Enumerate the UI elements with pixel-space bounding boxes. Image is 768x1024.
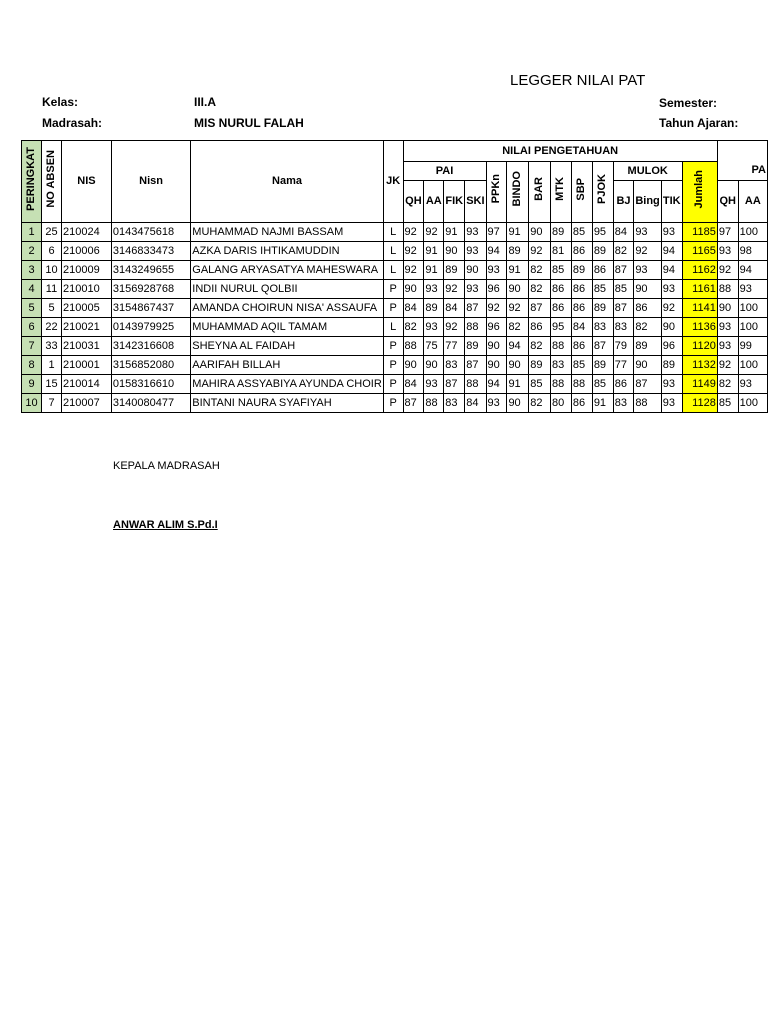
cell-sbp: 86	[571, 280, 592, 299]
header-pjok: PJOK	[592, 162, 613, 223]
cell-qh-2: 92	[717, 261, 738, 280]
cell-mtk: 80	[551, 394, 572, 413]
cell-pjok: 86	[592, 261, 613, 280]
cell-aa: 75	[424, 337, 444, 356]
cell-ppkn: 96	[486, 280, 507, 299]
semester-label: Semester:	[659, 96, 718, 110]
table-row	[22, 223, 768, 242]
cell-ski: 87	[465, 299, 486, 318]
cell-bar: 85	[529, 375, 551, 394]
cell-qh-2: 88	[717, 280, 738, 299]
cell-rank: 6	[22, 318, 42, 337]
cell-bing: 93	[634, 261, 661, 280]
table-row	[22, 356, 768, 375]
cell-tik: 93	[661, 394, 682, 413]
cell-bindo: 90	[507, 280, 529, 299]
cell-nisn: 3146833473	[111, 242, 190, 261]
cell-bj: 84	[613, 223, 634, 242]
cell-bindo: 94	[507, 337, 529, 356]
cell-nis: 210009	[62, 261, 112, 280]
cell-fik: 77	[444, 337, 465, 356]
cell-rank: 8	[22, 356, 42, 375]
header-pai-2: PA	[717, 162, 767, 181]
cell-no-absen: 25	[42, 223, 62, 242]
cell-qh-2: 93	[717, 242, 738, 261]
header-pai-continued	[717, 141, 767, 162]
cell-no-absen: 1	[42, 356, 62, 375]
cell-bj: 79	[613, 337, 634, 356]
cell-aa: 88	[424, 394, 444, 413]
cell-aa: 93	[424, 280, 444, 299]
cell-bj: 77	[613, 356, 634, 375]
cell-bing: 90	[634, 280, 661, 299]
table-row	[22, 318, 768, 337]
cell-nis: 210006	[62, 242, 112, 261]
cell-aa-2: 100	[738, 318, 767, 337]
cell-fik: 92	[444, 280, 465, 299]
cell-qh: 92	[403, 223, 424, 242]
header-nama: Nama	[191, 141, 384, 223]
cell-no-absen: 6	[42, 242, 62, 261]
cell-jk: P	[383, 280, 403, 299]
cell-jk: P	[383, 394, 403, 413]
cell-jk: L	[383, 261, 403, 280]
cell-tik: 94	[661, 261, 682, 280]
cell-nama: AARIFAH BILLAH	[191, 356, 384, 375]
header-fik: FIK	[444, 181, 465, 223]
cell-qh: 92	[403, 242, 424, 261]
page-title: LEGGER NILAI PAT	[510, 72, 646, 89]
cell-qh-2: 92	[717, 356, 738, 375]
cell-bar: 82	[529, 394, 551, 413]
cell-ppkn: 96	[486, 318, 507, 337]
cell-aa-2: 98	[738, 242, 767, 261]
cell-rank: 2	[22, 242, 42, 261]
cell-mtk: 86	[551, 280, 572, 299]
header-nis: NIS	[62, 141, 112, 223]
cell-bing: 87	[634, 375, 661, 394]
cell-ski: 93	[465, 223, 486, 242]
cell-fik: 92	[444, 318, 465, 337]
cell-ppkn: 90	[486, 337, 507, 356]
cell-no-absen: 5	[42, 299, 62, 318]
cell-no-absen: 33	[42, 337, 62, 356]
table-row	[22, 261, 768, 280]
cell-ppkn: 94	[486, 242, 507, 261]
header-aa-2: AA	[738, 181, 767, 223]
header-tik: TIK	[661, 181, 682, 223]
cell-bindo: 91	[507, 223, 529, 242]
cell-bar: 89	[529, 356, 551, 375]
cell-bar: 87	[529, 299, 551, 318]
cell-fik: 87	[444, 375, 465, 394]
cell-bindo: 89	[507, 242, 529, 261]
cell-aa: 93	[424, 375, 444, 394]
cell-jk: P	[383, 375, 403, 394]
tahun-ajaran-label: Tahun Ajaran:	[659, 116, 739, 130]
cell-fik: 89	[444, 261, 465, 280]
cell-bindo: 90	[507, 356, 529, 375]
cell-tik: 92	[661, 299, 682, 318]
header-bing: Bing	[634, 181, 661, 223]
cell-ppkn: 93	[486, 394, 507, 413]
cell-aa-2: 93	[738, 280, 767, 299]
cell-jk: P	[383, 356, 403, 375]
header-no-absen: NO ABSEN	[42, 141, 62, 223]
cell-ski: 93	[465, 280, 486, 299]
cell-no-absen: 11	[42, 280, 62, 299]
cell-jumlah: 1120	[682, 337, 717, 356]
cell-mtk: 86	[551, 299, 572, 318]
cell-nis: 210031	[62, 337, 112, 356]
header-bj: BJ	[613, 181, 634, 223]
cell-bindo: 91	[507, 261, 529, 280]
cell-mtk: 88	[551, 375, 572, 394]
header-mulok: MULOK	[613, 162, 682, 181]
cell-bing: 89	[634, 337, 661, 356]
cell-mtk: 95	[551, 318, 572, 337]
cell-sbp: 86	[571, 299, 592, 318]
cell-bj: 83	[613, 394, 634, 413]
cell-tik: 93	[661, 280, 682, 299]
cell-qh-2: 82	[717, 375, 738, 394]
table-row	[22, 280, 768, 299]
cell-nisn: 3142316608	[111, 337, 190, 356]
cell-ppkn: 93	[486, 261, 507, 280]
cell-rank: 5	[22, 299, 42, 318]
cell-nama: SHEYNA AL FAIDAH	[191, 337, 384, 356]
header-ppkn: PPKn	[486, 162, 507, 223]
cell-pjok: 89	[592, 356, 613, 375]
cell-no-absen: 15	[42, 375, 62, 394]
cell-nisn: 3143249655	[111, 261, 190, 280]
cell-nis: 210024	[62, 223, 112, 242]
cell-nisn: 0143475618	[111, 223, 190, 242]
header-mtk: MTK	[551, 162, 572, 223]
cell-nisn: 3156928768	[111, 280, 190, 299]
cell-aa-2: 93	[738, 375, 767, 394]
cell-jumlah: 1161	[682, 280, 717, 299]
cell-nis: 210005	[62, 299, 112, 318]
cell-sbp: 85	[571, 356, 592, 375]
cell-tik: 90	[661, 318, 682, 337]
cell-aa: 92	[424, 223, 444, 242]
cell-jumlah: 1185	[682, 223, 717, 242]
cell-ppkn: 94	[486, 375, 507, 394]
cell-jumlah: 1132	[682, 356, 717, 375]
cell-sbp: 86	[571, 242, 592, 261]
cell-qh-2: 85	[717, 394, 738, 413]
kelas-label: Kelas:	[42, 95, 79, 109]
cell-nis: 210014	[62, 375, 112, 394]
cell-ski: 90	[465, 261, 486, 280]
cell-bar: 92	[529, 242, 551, 261]
cell-tik: 89	[661, 356, 682, 375]
cell-bar: 82	[529, 280, 551, 299]
cell-aa-2: 94	[738, 261, 767, 280]
cell-bindo: 90	[507, 394, 529, 413]
cell-nama: MUHAMMAD NAJMI BASSAM	[191, 223, 384, 242]
cell-bing: 93	[634, 223, 661, 242]
cell-sbp: 86	[571, 394, 592, 413]
cell-pjok: 87	[592, 337, 613, 356]
cell-nama: INDII NURUL QOLBII	[191, 280, 384, 299]
table-row	[22, 242, 768, 261]
cell-qh: 84	[403, 375, 424, 394]
madrasah-value: MIS NURUL FALAH	[194, 116, 304, 130]
cell-jumlah: 1165	[682, 242, 717, 261]
cell-ski: 88	[465, 318, 486, 337]
table-row	[22, 337, 768, 356]
cell-mtk: 85	[551, 261, 572, 280]
cell-bing: 86	[634, 299, 661, 318]
cell-aa-2: 99	[738, 337, 767, 356]
cell-nama: BINTANI NAURA SYAFIYAH	[191, 394, 384, 413]
cell-bj: 86	[613, 375, 634, 394]
cell-qh: 88	[403, 337, 424, 356]
cell-pjok: 89	[592, 299, 613, 318]
cell-ski: 93	[465, 242, 486, 261]
cell-sbp: 84	[571, 318, 592, 337]
cell-bing: 92	[634, 242, 661, 261]
cell-rank: 10	[22, 394, 42, 413]
cell-jk: L	[383, 318, 403, 337]
cell-nama: AMANDA CHOIRUN NISA' ASSAUFA	[191, 299, 384, 318]
cell-bing: 90	[634, 356, 661, 375]
cell-nis: 210007	[62, 394, 112, 413]
cell-bindo: 82	[507, 318, 529, 337]
cell-nama: GALANG ARYASATYA MAHESWARA	[191, 261, 384, 280]
cell-bj: 83	[613, 318, 634, 337]
cell-ppkn: 97	[486, 223, 507, 242]
cell-bj: 85	[613, 280, 634, 299]
cell-bar: 90	[529, 223, 551, 242]
cell-tik: 93	[661, 223, 682, 242]
cell-fik: 90	[444, 242, 465, 261]
header-peringkat: PERINGKAT	[22, 141, 42, 223]
header-jk: JK	[383, 141, 403, 223]
cell-sbp: 86	[571, 337, 592, 356]
kelas-value: III.A	[194, 95, 217, 109]
cell-pjok: 85	[592, 375, 613, 394]
cell-ppkn: 92	[486, 299, 507, 318]
cell-rank: 7	[22, 337, 42, 356]
cell-jk: P	[383, 337, 403, 356]
cell-nisn: 0158316610	[111, 375, 190, 394]
cell-nis: 210001	[62, 356, 112, 375]
cell-nama: MAHIRA ASSYABIYA AYUNDA CHOIR	[191, 375, 384, 394]
cell-bj: 82	[613, 242, 634, 261]
cell-ppkn: 90	[486, 356, 507, 375]
cell-bj: 87	[613, 299, 634, 318]
cell-aa: 93	[424, 318, 444, 337]
cell-qh: 90	[403, 280, 424, 299]
cell-qh-2: 97	[717, 223, 738, 242]
cell-nisn: 3154867437	[111, 299, 190, 318]
cell-mtk: 89	[551, 223, 572, 242]
cell-jk: L	[383, 223, 403, 242]
cell-mtk: 88	[551, 337, 572, 356]
cell-pjok: 89	[592, 242, 613, 261]
cell-bindo: 92	[507, 299, 529, 318]
cell-mtk: 83	[551, 356, 572, 375]
header-qh-2: QH	[717, 181, 738, 223]
cell-nisn: 3156852080	[111, 356, 190, 375]
header-ski: SKI	[465, 181, 486, 223]
cell-nis: 210010	[62, 280, 112, 299]
cell-tik: 93	[661, 375, 682, 394]
cell-ski: 84	[465, 394, 486, 413]
cell-rank: 9	[22, 375, 42, 394]
cell-fik: 91	[444, 223, 465, 242]
cell-sbp: 85	[571, 223, 592, 242]
header-bar: BAR	[529, 162, 551, 223]
cell-qh-2: 90	[717, 299, 738, 318]
header-aa: AA	[424, 181, 444, 223]
madrasah-label: Madrasah:	[42, 116, 103, 130]
cell-aa-2: 100	[738, 394, 767, 413]
cell-pjok: 83	[592, 318, 613, 337]
cell-qh: 82	[403, 318, 424, 337]
cell-qh: 84	[403, 299, 424, 318]
cell-aa-2: 100	[738, 223, 767, 242]
cell-bing: 82	[634, 318, 661, 337]
header-bindo: BINDO	[507, 162, 529, 223]
table-row	[22, 299, 768, 318]
cell-pjok: 91	[592, 394, 613, 413]
cell-sbp: 89	[571, 261, 592, 280]
cell-jumlah: 1141	[682, 299, 717, 318]
cell-jumlah: 1128	[682, 394, 717, 413]
cell-rank: 1	[22, 223, 42, 242]
header-nisn: Nisn	[111, 141, 190, 223]
cell-qh: 87	[403, 394, 424, 413]
header-qh: QH	[403, 181, 424, 223]
cell-fik: 83	[444, 394, 465, 413]
cell-bj: 87	[613, 261, 634, 280]
cell-rank: 3	[22, 261, 42, 280]
cell-bar: 86	[529, 318, 551, 337]
table-row	[22, 394, 768, 413]
cell-mtk: 81	[551, 242, 572, 261]
cell-fik: 83	[444, 356, 465, 375]
kepala-madrasah-name: ANWAR ALIM S.Pd.I	[113, 519, 218, 531]
cell-aa: 90	[424, 356, 444, 375]
cell-pjok: 85	[592, 280, 613, 299]
cell-jk: P	[383, 299, 403, 318]
cell-tik: 94	[661, 242, 682, 261]
cell-qh-2: 93	[717, 337, 738, 356]
cell-jumlah: 1149	[682, 375, 717, 394]
cell-aa-2: 100	[738, 299, 767, 318]
cell-ski: 88	[465, 375, 486, 394]
cell-sbp: 88	[571, 375, 592, 394]
cell-nama: AZKA DARIS IHTIKAMUDDIN	[191, 242, 384, 261]
cell-fik: 84	[444, 299, 465, 318]
cell-bindo: 91	[507, 375, 529, 394]
cell-qh-2: 93	[717, 318, 738, 337]
cell-aa: 91	[424, 242, 444, 261]
cell-jumlah: 1162	[682, 261, 717, 280]
cell-ski: 89	[465, 337, 486, 356]
cell-nisn: 3140080477	[111, 394, 190, 413]
cell-rank: 4	[22, 280, 42, 299]
cell-no-absen: 7	[42, 394, 62, 413]
cell-aa: 89	[424, 299, 444, 318]
cell-aa: 91	[424, 261, 444, 280]
cell-nis: 210021	[62, 318, 112, 337]
cell-bar: 82	[529, 261, 551, 280]
cell-no-absen: 10	[42, 261, 62, 280]
cell-qh: 92	[403, 261, 424, 280]
header-sbp: SBP	[571, 162, 592, 223]
header-jumlah: Jumlah	[682, 162, 717, 223]
cell-aa-2: 100	[738, 356, 767, 375]
cell-jk: L	[383, 242, 403, 261]
table-row	[22, 375, 768, 394]
header-pai: PAI	[403, 162, 486, 181]
cell-no-absen: 22	[42, 318, 62, 337]
legger-table	[21, 140, 768, 413]
cell-nama: MUHAMMAD AQIL TAMAM	[191, 318, 384, 337]
cell-pjok: 95	[592, 223, 613, 242]
cell-jumlah: 1136	[682, 318, 717, 337]
cell-nisn: 0143979925	[111, 318, 190, 337]
cell-ski: 87	[465, 356, 486, 375]
cell-bing: 88	[634, 394, 661, 413]
header-nilai-pengetahuan: NILAI PENGETAHUAN	[403, 141, 717, 162]
kepala-madrasah-label: KEPALA MADRASAH	[113, 460, 220, 472]
cell-qh: 90	[403, 356, 424, 375]
cell-tik: 96	[661, 337, 682, 356]
cell-bar: 82	[529, 337, 551, 356]
